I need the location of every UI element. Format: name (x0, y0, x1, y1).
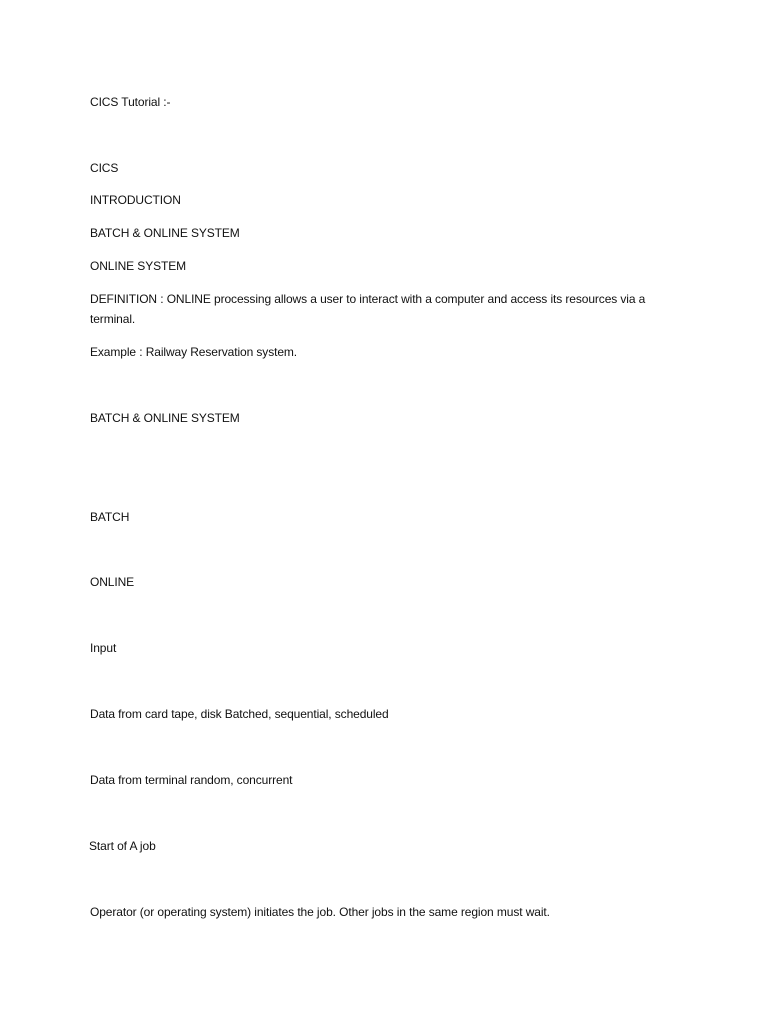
document-title: CICS Tutorial :- (90, 95, 171, 109)
text-line: ONLINE (90, 575, 135, 589)
text-line: Example : Railway Reservation system. (90, 345, 298, 359)
text-line: Start of A job (89, 839, 156, 853)
text-line: Data from card tape, disk Batched, sequential, scheduled (90, 707, 389, 721)
text-line: ONLINE SYSTEM (90, 259, 187, 273)
text-line: BATCH & ONLINE SYSTEM (90, 411, 240, 425)
text-line: Operator (or operating system) initiates the job. Other jobs in the same region must wait. (90, 905, 550, 919)
text-line: INTRODUCTION (90, 193, 181, 207)
text-line: BATCH & ONLINE SYSTEM (90, 226, 240, 240)
text-line: CICS (90, 161, 119, 175)
definition-paragraph: DEFINITION : ONLINE processing allows a user to interact with a computer and access its resources via a terminal. (90, 292, 646, 326)
text-line: Input (90, 641, 117, 655)
text-line: Data from terminal random, concurrent (90, 773, 293, 787)
text-line: BATCH (90, 510, 130, 524)
